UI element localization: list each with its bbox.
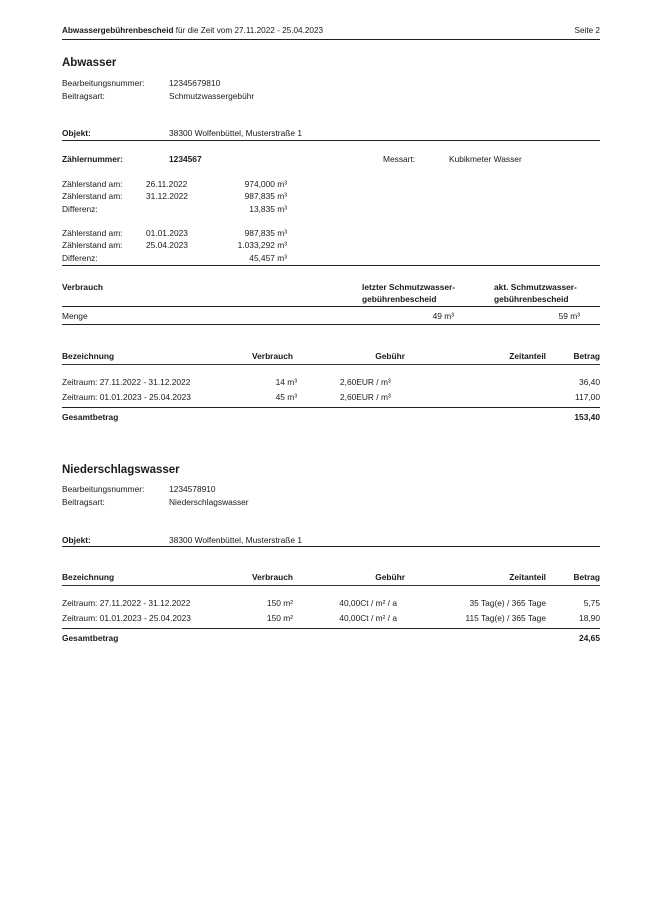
header-divider (62, 39, 600, 40)
table-row-verbrauch: 45 m³ (275, 392, 297, 402)
table-row-gebuehr: 2,60EUR / m³ (340, 392, 391, 402)
beitragsart-value: Niederschlagswasser (169, 497, 249, 507)
page-number: Seite 2 (574, 26, 600, 35)
reading-label: Zählerstand am: (62, 240, 123, 250)
table-row-bezeichnung: Zeitraum: 01.01.2023 - 25.04.2023 (62, 392, 191, 402)
zaehlernummer-value: 1234567 (169, 154, 202, 164)
table-header-betrag: Betrag (573, 351, 600, 361)
table-row-bezeichnung: Zeitraum: 01.01.2023 - 25.04.2023 (62, 613, 191, 623)
reading-value: 1.033,292 m³ (237, 240, 287, 250)
verbrauch-divider (62, 324, 600, 325)
table-header-gebuehr: Gebühr (375, 351, 405, 361)
total-value: 24,65 (579, 633, 600, 643)
table-row-betrag: 117,00 (575, 392, 600, 402)
verbrauch-prev-header-2: gebührenbescheid (362, 294, 437, 304)
objekt-label: Objekt: (62, 128, 91, 138)
reading-date: 01.01.2023 (146, 228, 188, 238)
readings-divider (62, 265, 600, 266)
menge-label: Menge (62, 311, 88, 321)
reading-value: 45,457 m³ (249, 253, 287, 263)
table-header-zeitanteil: Zeitanteil (509, 351, 546, 361)
bearbeitungsnummer-value: 1234578910 (169, 484, 216, 494)
table-header-bezeichnung: Bezeichnung (62, 351, 115, 361)
beitragsart-label: Beitragsart: (62, 497, 105, 507)
menge-curr-value: 59 m³ (558, 311, 580, 321)
table-header-gebuehr: Gebühr (375, 572, 405, 582)
reading-value: 13,835 m³ (249, 204, 287, 214)
header-title-period: für die Zeit vom 27.11.2022 - 25.04.2023 (173, 26, 324, 35)
table-row-verbrauch: 14 m³ (275, 377, 297, 387)
table-header-zeitanteil: Zeitanteil (509, 572, 546, 582)
bearbeitungsnummer-label: Bearbeitungsnummer: (62, 78, 145, 88)
table-header-verbrauch: Verbrauch (252, 572, 293, 582)
verbrauch-curr-header-2: gebührenbescheid (494, 294, 569, 304)
bearbeitungsnummer-value: 12345679810 (169, 78, 221, 88)
table-row-zeitanteil: 35 Tag(e) / 365 Tage (469, 598, 546, 608)
verbrauch-curr-header-1: akt. Schmutzwasser- (494, 282, 577, 292)
table-row-betrag: 36,40 (579, 377, 600, 387)
reading-date: 25.04.2023 (146, 240, 188, 250)
verbrauch-label: Verbrauch (62, 282, 103, 292)
total-value: 153,40 (574, 412, 600, 422)
verbrauch-prev-header-1: letzter Schmutzwasser- (362, 282, 456, 292)
objekt-divider (62, 140, 600, 141)
reading-date: 31.12.2022 (146, 191, 188, 201)
objekt-value: 38300 Wolfenbüttel, Musterstraße 1 (169, 535, 302, 545)
total-label: Gesamtbetrag (62, 633, 119, 643)
header-title-bold: Abwassergebührenbescheid (62, 26, 174, 35)
menge-prev-value: 49 m³ (432, 311, 454, 321)
table-row-betrag: 18,90 (579, 613, 600, 623)
reading-date: 26.11.2022 (146, 179, 188, 189)
table-header-betrag: Betrag (573, 572, 600, 582)
table-row-bezeichnung: Zeitraum: 27.11.2022 - 31.12.2022 (62, 377, 191, 387)
objekt-label: Objekt: (62, 535, 91, 545)
table-row-bezeichnung: Zeitraum: 27.11.2022 - 31.12.2022 (62, 598, 191, 608)
table-row-verbrauch: 150 m² (266, 598, 293, 608)
reading-value: 974,000 m³ (244, 179, 287, 189)
total-divider (62, 628, 600, 629)
reading-label: Differenz: (62, 204, 98, 214)
table-row-zeitanteil: 115 Tag(e) / 365 Tage (465, 613, 546, 623)
bearbeitungsnummer-label: Bearbeitungsnummer: (62, 484, 145, 494)
reading-value: 987,835 m³ (244, 228, 287, 238)
table-row-gebuehr: 40,00Ct / m² / a (339, 613, 397, 623)
reading-label: Differenz: (62, 253, 98, 263)
total-label: Gesamtbetrag (62, 412, 119, 422)
verbrauch-header-divider (62, 306, 600, 307)
table-header-divider (62, 585, 600, 586)
objekt-divider (62, 546, 600, 547)
messart-value: Kubikmeter Wasser (449, 154, 522, 164)
beitragsart-label: Beitragsart: (62, 91, 105, 101)
zaehlernummer-label: Zählernummer: (62, 154, 123, 164)
table-row-verbrauch: 150 m² (266, 613, 293, 623)
table-row-betrag: 5,75 (583, 598, 600, 608)
table-row-gebuehr: 40,00Ct / m² / a (339, 598, 397, 608)
reading-value: 987,835 m³ (244, 191, 287, 201)
document-header-title (62, 26, 323, 35)
reading-label: Zählerstand am: (62, 228, 123, 238)
table-header-bezeichnung: Bezeichnung (62, 572, 115, 582)
section-title-niederschlagswasser: Niederschlagswasser (62, 464, 180, 476)
reading-label: Zählerstand am: (62, 179, 123, 189)
messart-label: Messart: (383, 154, 416, 164)
table-header-divider (62, 364, 600, 365)
reading-label: Zählerstand am: (62, 191, 123, 201)
table-header-verbrauch: Verbrauch (252, 351, 293, 361)
table-row-gebuehr: 2,60EUR / m³ (340, 377, 391, 387)
section-title-abwasser: Abwasser (62, 57, 117, 69)
beitragsart-value: Schmutzwassergebühr (169, 91, 255, 101)
objekt-value: 38300 Wolfenbüttel, Musterstraße 1 (169, 128, 302, 138)
total-divider (62, 407, 600, 408)
